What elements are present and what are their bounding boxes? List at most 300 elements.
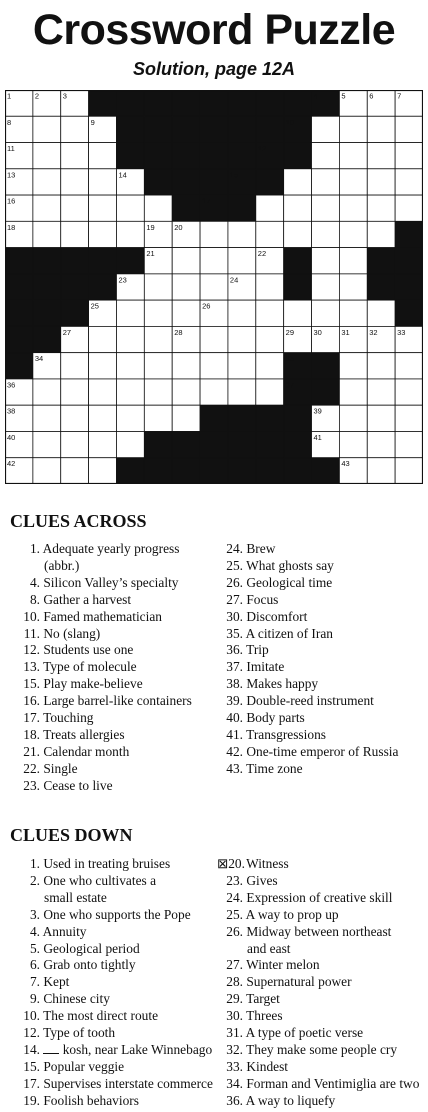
cell-number: 39	[313, 406, 322, 416]
grid-cell[interactable]	[339, 405, 367, 431]
grid-cell[interactable]	[89, 143, 117, 169]
grid-cell[interactable]	[367, 379, 395, 405]
grid-cell[interactable]	[144, 379, 172, 405]
grid-cell[interactable]	[61, 195, 89, 221]
clue-number: 21.	[23, 743, 40, 759]
black-square	[200, 405, 228, 431]
grid-cell[interactable]	[395, 379, 423, 405]
clue-item	[14, 991, 213, 1008]
black-square	[144, 116, 172, 142]
grid-cell[interactable]	[116, 300, 144, 326]
grid-cell[interactable]	[339, 248, 367, 274]
black-square	[89, 274, 117, 300]
grid-cell[interactable]	[312, 248, 340, 274]
clue-number: 41.	[226, 726, 243, 742]
clue-item	[217, 558, 398, 575]
grid-cell[interactable]	[33, 143, 61, 169]
clue-item	[14, 659, 192, 676]
clue-text: One who supports the Pope	[43, 906, 191, 922]
clue-text: Large barrel-like containers	[43, 693, 192, 709]
black-square	[200, 458, 228, 484]
grid-cell[interactable]	[144, 326, 172, 352]
clue-number: 19.	[23, 1092, 40, 1108]
grid-cell[interactable]	[228, 221, 256, 247]
clue-text: Cease to live	[43, 777, 113, 793]
grid-cell[interactable]	[256, 300, 284, 326]
clue-text: Type of molecule	[43, 659, 137, 675]
black-square	[284, 143, 312, 169]
clue-item	[217, 924, 419, 941]
black-square	[116, 458, 144, 484]
black-square	[200, 169, 228, 195]
grid-cell[interactable]	[33, 116, 61, 142]
grid-cell[interactable]	[144, 300, 172, 326]
clue-item	[217, 890, 419, 907]
black-square	[367, 274, 395, 300]
grid-cell[interactable]	[284, 169, 312, 195]
clues-across-heading: CLUES ACROSS	[10, 511, 147, 531]
grid-cell[interactable]	[312, 116, 340, 142]
clue-text: The most direct route	[43, 1008, 159, 1024]
black-square	[144, 458, 172, 484]
clue-number: 42.	[226, 743, 243, 759]
clue-text: Midway between northeast	[246, 923, 392, 939]
cell-number: 41	[313, 432, 322, 442]
cell-number: 5	[341, 91, 346, 101]
grid-cell[interactable]	[395, 195, 423, 221]
clue-item	[14, 1008, 213, 1025]
grid-cell[interactable]	[367, 405, 395, 431]
grid-cell[interactable]	[89, 353, 117, 379]
grid-cell[interactable]	[339, 143, 367, 169]
clue-text: What ghosts say	[246, 557, 334, 573]
grid-cell[interactable]	[395, 405, 423, 431]
clue-text: Foolish behaviors	[43, 1092, 139, 1108]
grid-cell[interactable]	[33, 405, 61, 431]
clue-item	[217, 907, 419, 924]
cell-number: 8	[7, 117, 12, 127]
grid-cell[interactable]	[312, 274, 340, 300]
grid-cell[interactable]	[339, 221, 367, 247]
grid-cell[interactable]	[256, 274, 284, 300]
grid-cell[interactable]	[116, 405, 144, 431]
clue-number: 39.	[226, 693, 243, 709]
black-square	[395, 248, 423, 274]
black-square	[312, 353, 340, 379]
clue-item	[14, 1059, 213, 1076]
grid-cell[interactable]	[256, 379, 284, 405]
clue-item	[217, 642, 398, 659]
grid-cell[interactable]	[284, 195, 312, 221]
grid-cell[interactable]	[339, 195, 367, 221]
black-square	[312, 379, 340, 405]
cell-number: 20	[174, 222, 183, 232]
clue-number: 30.	[226, 1008, 243, 1024]
black-square	[228, 195, 256, 221]
grid-cell[interactable]	[144, 405, 172, 431]
grid-cell[interactable]	[395, 458, 423, 484]
black-square	[116, 143, 144, 169]
clue-item	[217, 1008, 419, 1025]
grid-cell[interactable]	[89, 431, 117, 457]
puzzle-title: Crossword Puzzle	[32, 6, 396, 54]
black-square	[200, 116, 228, 142]
clue-number: 24.	[226, 889, 243, 905]
grid-cell[interactable]	[172, 353, 200, 379]
clue-item	[217, 659, 398, 676]
black-square	[5, 248, 33, 274]
clue-number: 35.	[226, 625, 243, 641]
clue-text: Target	[246, 991, 280, 1007]
clue-number: 27.	[226, 957, 243, 973]
black-square	[5, 353, 33, 379]
cell-number: 34	[34, 354, 44, 364]
grid-cell[interactable]	[228, 248, 256, 274]
cell-number: 22	[257, 249, 267, 259]
black-square	[200, 143, 228, 169]
cell-number: 3	[62, 91, 67, 101]
black-square	[33, 326, 61, 352]
clue-number: 1.	[29, 541, 40, 556]
clue-item	[14, 609, 192, 626]
clue-text: Adequate yearly progress	[42, 541, 180, 556]
cell-number: 12	[257, 144, 267, 154]
clue-item	[217, 744, 398, 761]
black-square	[284, 90, 312, 116]
grid-cell[interactable]	[33, 458, 61, 484]
black-square	[284, 248, 312, 274]
black-square	[312, 458, 340, 484]
grid-cell[interactable]	[61, 169, 89, 195]
grid-cell[interactable]	[339, 116, 367, 142]
clue-item	[14, 957, 213, 974]
grid-cell[interactable]	[395, 169, 423, 195]
grid-cell[interactable]	[395, 143, 423, 169]
cell-number: 7	[397, 91, 402, 101]
clue-text: Used in treating bruises	[43, 856, 171, 871]
clue-text: A type of poetic verse	[245, 1025, 364, 1041]
black-square	[144, 90, 172, 116]
grid-cell[interactable]	[312, 300, 340, 326]
black-square	[172, 143, 200, 169]
clue-text-continued: and east	[247, 940, 291, 956]
clue-number: 10.	[23, 1008, 40, 1024]
clues-across-left-column	[14, 541, 192, 795]
grid-cell[interactable]	[89, 195, 117, 221]
grid-cell[interactable]	[172, 300, 200, 326]
clue-text: Grab onto tightly	[43, 957, 136, 973]
grid-cell[interactable]	[367, 143, 395, 169]
clue-text: Double-reed instrument	[246, 693, 374, 709]
clue-text: Threes	[246, 1008, 283, 1024]
clue-number: 40.	[226, 710, 243, 726]
clue-number: 4.	[29, 574, 40, 590]
clue-text: Forman and Ventimiglia are two	[246, 1075, 420, 1091]
clue-text: Calendar month	[43, 743, 130, 759]
grid-cell[interactable]	[367, 300, 395, 326]
grid-cell[interactable]	[284, 300, 312, 326]
grid-cell[interactable]	[228, 300, 256, 326]
clues-down-heading: CLUES DOWN	[10, 825, 133, 845]
black-square	[172, 431, 200, 457]
clue-text: Supernatural power	[246, 974, 352, 990]
black-square	[284, 458, 312, 484]
clue-text: Geological period	[43, 940, 140, 956]
grid-cell[interactable]	[200, 274, 228, 300]
grid-cell[interactable]	[339, 431, 367, 457]
grid-cell[interactable]	[61, 458, 89, 484]
grid-cell[interactable]	[367, 221, 395, 247]
clue-item	[14, 941, 213, 958]
black-square	[89, 90, 117, 116]
clue-number: 25.	[226, 906, 243, 922]
grid-cell[interactable]	[116, 353, 144, 379]
clue-number: 7.	[29, 974, 40, 990]
grid-cell[interactable]	[61, 116, 89, 142]
clue-number: 12.	[23, 642, 40, 658]
clue-number: 17.	[23, 1075, 40, 1091]
grid-cell[interactable]	[395, 353, 423, 379]
clue-number: 23.	[23, 777, 40, 793]
clue-text: Gives	[246, 872, 278, 888]
grid-cell[interactable]	[312, 143, 340, 169]
grid-cell[interactable]	[33, 379, 61, 405]
clue-number: 16.	[23, 693, 40, 709]
grid-cell[interactable]	[256, 326, 284, 352]
grid-cell[interactable]	[228, 379, 256, 405]
clue-item	[14, 907, 213, 924]
clue-text: Focus	[246, 591, 279, 607]
grid-cell[interactable]	[200, 248, 228, 274]
clue-number: 10.	[23, 608, 40, 624]
grid-cell[interactable]	[89, 405, 117, 431]
grid-cell[interactable]	[116, 326, 144, 352]
black-square	[395, 274, 423, 300]
grid-cell[interactable]	[33, 169, 61, 195]
grid-cell[interactable]	[367, 195, 395, 221]
clue-text: Time zone	[246, 760, 303, 776]
black-square	[33, 248, 61, 274]
clue-text: Kindest	[246, 1058, 289, 1074]
grid-cell[interactable]	[312, 195, 340, 221]
cell-number: 14	[118, 170, 127, 180]
clue-item	[14, 1076, 213, 1093]
grid-cell[interactable]	[61, 405, 89, 431]
grid-cell[interactable]	[89, 221, 117, 247]
clue-number: 37.	[226, 659, 243, 675]
clue-text: Famed mathematician	[43, 608, 162, 624]
grid-cell[interactable]	[89, 458, 117, 484]
cell-number: 35	[285, 354, 295, 364]
clue-item	[14, 856, 213, 873]
black-square	[172, 458, 200, 484]
clue-item	[14, 693, 192, 710]
clue-text: No (slang)	[43, 625, 101, 641]
cell-number: 37	[285, 380, 295, 390]
grid-cell[interactable]	[228, 353, 256, 379]
clue-text: Supervises interstate commerce	[43, 1075, 213, 1091]
clue-number: 30.	[226, 608, 243, 624]
grid-cell[interactable]	[228, 326, 256, 352]
grid-cell[interactable]	[395, 116, 423, 142]
black-square	[116, 248, 144, 274]
clue-number: 31.	[226, 1025, 243, 1041]
clue-number: 17.	[23, 710, 40, 726]
clue-item	[217, 626, 398, 643]
grid-cell[interactable]	[367, 458, 395, 484]
cell-number: 29	[285, 327, 295, 337]
grid-cell[interactable]	[61, 143, 89, 169]
cell-number: 43	[341, 459, 350, 469]
clue-item	[217, 693, 398, 710]
black-square	[256, 169, 284, 195]
grid-cell[interactable]	[367, 431, 395, 457]
clue-number: 29.	[226, 991, 243, 1007]
grid-cell[interactable]	[256, 195, 284, 221]
grid-cell[interactable]	[395, 431, 423, 457]
grid-cell[interactable]	[339, 379, 367, 405]
clue-item	[14, 541, 192, 558]
clue-text: Body parts	[246, 710, 305, 726]
black-square	[33, 274, 61, 300]
cell-number: 4	[313, 91, 318, 101]
clue-item	[217, 609, 398, 626]
clue-text: Popular veggie	[43, 1058, 125, 1074]
clue-text: One who cultivates a	[43, 872, 157, 888]
clue-number: 13.	[23, 659, 40, 675]
grid-cell[interactable]	[172, 405, 200, 431]
clue-text: They make some people cry	[246, 1041, 398, 1057]
cell-number: 21	[146, 249, 155, 259]
grid-cell[interactable]	[144, 195, 172, 221]
cell-number: 10	[285, 117, 295, 127]
grid-cell[interactable]	[339, 274, 367, 300]
clue-item	[14, 727, 192, 744]
grid-cell[interactable]	[367, 353, 395, 379]
clue-text: Kept	[43, 974, 70, 990]
clue-item	[217, 575, 398, 592]
clue-number: 36.	[226, 642, 243, 658]
grid-cell[interactable]	[367, 169, 395, 195]
cell-number: 28	[174, 327, 183, 337]
clue-number: 15.	[23, 676, 40, 692]
grid-cell[interactable]	[200, 221, 228, 247]
clue-item	[217, 761, 398, 778]
grid-cell[interactable]	[172, 248, 200, 274]
puzzle-subtitle: Solution, page 12A	[132, 59, 296, 79]
clue-number: 33.	[226, 1058, 243, 1074]
grid-cell[interactable]	[312, 221, 340, 247]
grid-cell[interactable]	[61, 431, 89, 457]
cell-number: 17	[202, 196, 211, 206]
black-square	[284, 405, 312, 431]
clue-text: Witness	[246, 856, 289, 871]
answer-blank	[43, 1042, 59, 1054]
clue-number: 8.	[29, 591, 40, 607]
grid-cell[interactable]	[339, 353, 367, 379]
cell-number: 18	[7, 222, 16, 232]
cell-number: 32	[369, 327, 378, 337]
grid-cell[interactable]	[284, 221, 312, 247]
cell-number: 25	[90, 301, 99, 311]
grid-cell[interactable]	[89, 169, 117, 195]
grid-cell[interactable]	[61, 221, 89, 247]
grid-cell[interactable]	[116, 431, 144, 457]
grid-cell[interactable]	[256, 353, 284, 379]
cell-number: 23	[118, 275, 127, 285]
grid-cell[interactable]	[116, 379, 144, 405]
grid-cell[interactable]	[61, 353, 89, 379]
grid-cell[interactable]	[200, 353, 228, 379]
cell-number: 1	[7, 91, 12, 101]
clue-number: 5.	[29, 940, 40, 956]
clue-item	[14, 1025, 213, 1042]
grid-cell[interactable]	[256, 221, 284, 247]
cell-number: 36	[7, 380, 16, 390]
grid-cell[interactable]	[33, 195, 61, 221]
black-square	[200, 90, 228, 116]
clue-item	[14, 924, 213, 941]
clue-item	[14, 778, 192, 795]
grid-cell[interactable]	[33, 221, 61, 247]
grid-cell[interactable]	[89, 379, 117, 405]
black-square	[256, 90, 284, 116]
clue-item	[217, 592, 398, 609]
black-square	[144, 169, 172, 195]
grid-cell[interactable]	[89, 326, 117, 352]
clue-item	[217, 710, 398, 727]
black-square	[61, 274, 89, 300]
clue-item	[14, 642, 192, 659]
grid-cell[interactable]	[367, 116, 395, 142]
clue-text: Makes happy	[246, 676, 319, 692]
clue-item	[217, 1059, 419, 1076]
cell-number: 16	[7, 196, 16, 206]
black-square	[256, 405, 284, 431]
black-square	[228, 90, 256, 116]
grid-cell[interactable]	[200, 379, 228, 405]
grid-cell[interactable]	[116, 221, 144, 247]
grid-cell[interactable]	[172, 274, 200, 300]
black-square	[172, 90, 200, 116]
clue-item	[14, 626, 192, 643]
clue-text: Winter melon	[246, 957, 320, 973]
black-square	[5, 274, 33, 300]
cell-number: 38	[7, 406, 16, 416]
grid-cell[interactable]	[33, 431, 61, 457]
clue-item	[217, 974, 419, 991]
clue-number: 28.	[226, 974, 243, 990]
grid-cell[interactable]	[172, 379, 200, 405]
black-square	[61, 300, 89, 326]
clue-item	[14, 873, 213, 890]
grid-cell[interactable]	[312, 169, 340, 195]
grid-cell[interactable]	[144, 274, 172, 300]
black-square	[228, 116, 256, 142]
cell-number: 19	[146, 222, 155, 232]
grid-cell[interactable]	[144, 353, 172, 379]
black-square	[33, 300, 61, 326]
clue-item	[217, 1076, 419, 1093]
clue-item	[14, 744, 192, 761]
grid-cell[interactable]	[339, 300, 367, 326]
clue-item	[14, 1093, 213, 1110]
grid-cell[interactable]	[116, 195, 144, 221]
grid-cell[interactable]	[339, 169, 367, 195]
grid-cell[interactable]	[61, 379, 89, 405]
grid-cell[interactable]	[200, 326, 228, 352]
clue-number: 24.	[226, 541, 243, 556]
